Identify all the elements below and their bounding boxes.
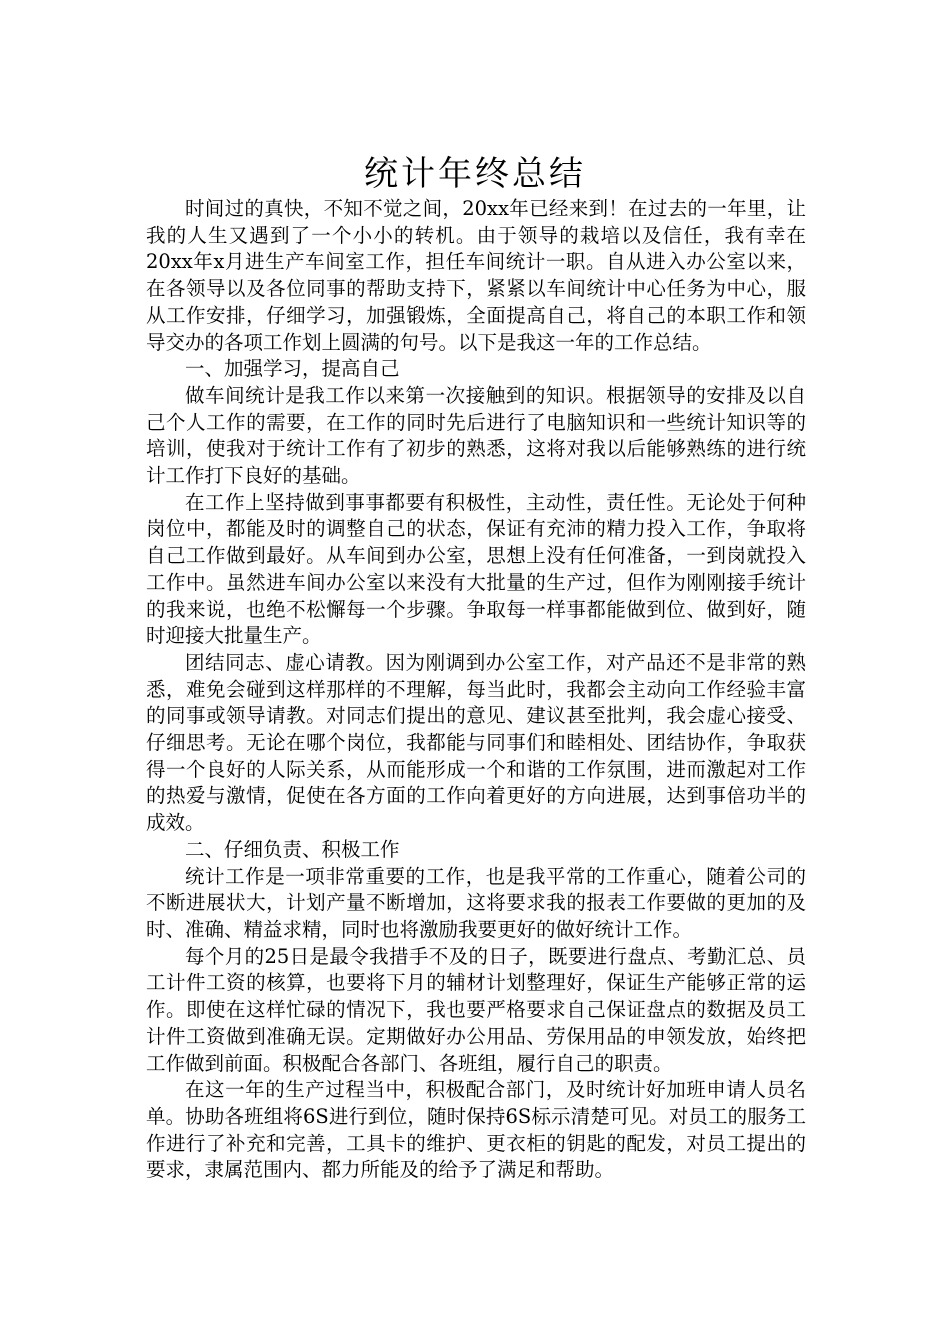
document-title: 统计年终总结 — [364, 153, 586, 194]
section-heading-1: 一、加强学习，提高自己 — [185, 357, 400, 381]
paragraph-production-support: 在这一年的生产过程当中，积极配合部门，及时统计好加班申请人员名单。协助各班组将6S进行到位，随时保持6S标示清楚可见。对员工的服务工作进行了补充和完善，工具卡的维护、更衣柜的钥匙的配发，对员工提出的要求，隶属范围内、都力所能及的给予了满足和帮助。 — [146, 1078, 806, 1182]
paragraph-intro: 时间过的真快，不知不觉之间，20xx年已经来到！在过去的一年里，让我的人生又遇到了一个小小的转机。由于领导的栽培以及信任，我有幸在20xx年x月进生产车间室工作，担任车间统计一职。自从进入办公室以来，在各领导以及各位同事的帮助支持下，紧紧以车间统计中心任务为中心，服从工作安排，仔细学习，加强锻炼，全面提高自己，将自己的本职工作和领导交办的各项工作划上圆满的句号。以下是我这一年的工作总结。 — [146, 197, 806, 354]
section-heading-2: 二、仔细负责、积极工作 — [185, 837, 400, 861]
document-body — [146, 196, 806, 1184]
paragraph-monthly-tasks: 每个月的25日是最令我措手不及的日子，既要进行盘点、考勤汇总、员工计件工资的核算，也要将下月的辅材计划整理好，保证生产能够正常的运作。即使在这样忙碌的情况下，我也要严格要求自己保证盘点的数据及员工计件工资做到准确无误。定期做好办公用品、劳保用品的申领发放，始终把工作做到前面。积极配合各部门、各班组，履行自己的职责。 — [146, 944, 806, 1075]
paragraph-attitude: 在工作上坚持做到事事都要有积极性，主动性，责任性。无论处于何种岗位中，都能及时的调整自己的状态，保证有充沛的精力投入工作，争取将自己工作做到最好。从车间到办公室，思想上没有任何准备，一到岗就投入工作中。虽然进车间办公室以来没有大批量的生产过，但作为刚刚接手统计的我来说，也绝不松懈每一个步骤。争取每一样事都能做到位、做到好，随时迎接大批量生产。 — [146, 490, 806, 648]
paragraph-statistics-work: 统计工作是一项非常重要的工作，也是我平常的工作重心，随着公司的不断进展状大，计划产量不断增加，这将要求我的报表工作要做的更加的及时、准确、精益求精，同时也将激励我要更好的做好统计工作。 — [146, 864, 806, 941]
paragraph-learning: 做车间统计是我工作以来第一次接触到的知识。根据领导的安排及以自己个人工作的需要，在工作的同时先后进行了电脑知识和一些统计知识等的培训，使我对于统计工作有了初步的熟悉，这将对我以后能够熟练的进行统计工作打下良好的基础。 — [146, 383, 806, 488]
paragraph-teamwork: 团结同志、虚心请教。因为刚调到办公室工作，对产品还不是非常的熟悉，难免会碰到这样那样的不理解，每当此时，我都会主动向工作经验丰富的同事或领导请教。对同志们提出的意见、建议甚至批判，我会虚心接受、仔细思考。无论在哪个岗位，我都能与同事们和睦相处、团结协作，争取获得一个良好的人际关系，从而能形成一个和谐的工作氛围，进而激起对工作的热爱与激情，促使在各方面的工作向着更好的方向进展，达到事倍功半的成效。 — [146, 650, 806, 835]
